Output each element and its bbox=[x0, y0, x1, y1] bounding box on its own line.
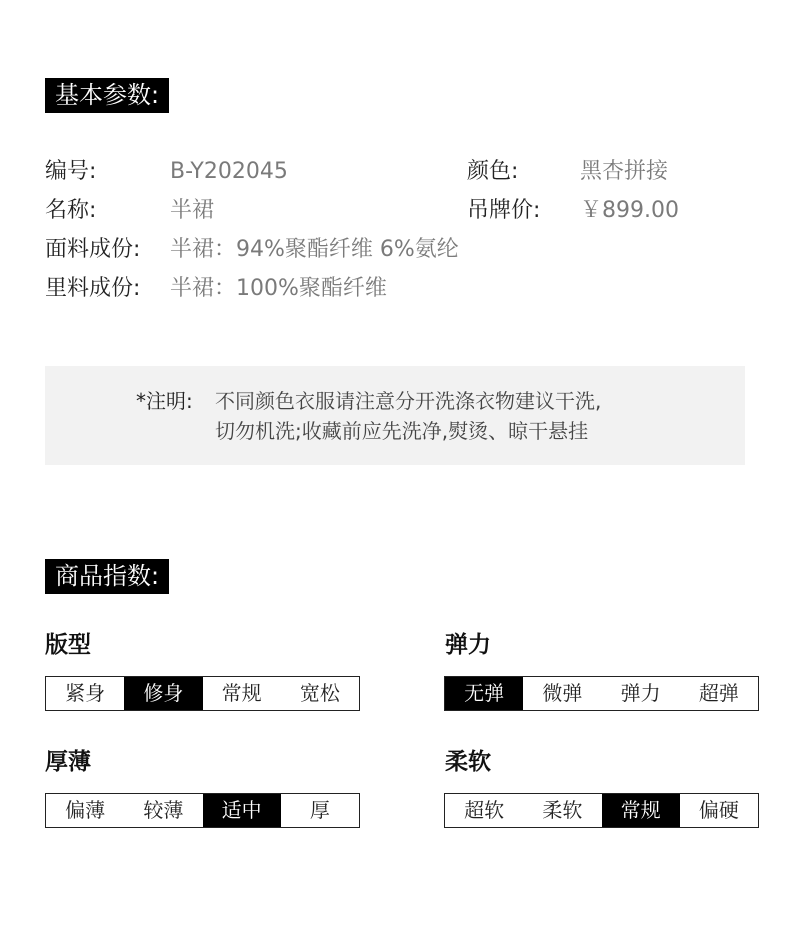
metric-fit-option: 常规 bbox=[221, 681, 262, 705]
metric-thickness-scale bbox=[45, 793, 360, 828]
metric-softness-option: 偏硬 bbox=[698, 798, 739, 822]
spec-value-code: B-Y202045 bbox=[170, 159, 288, 184]
metric-fit-scale bbox=[45, 676, 360, 711]
spec-label-fabric: 面料成份: bbox=[45, 237, 141, 262]
spec-label: 编号: bbox=[45, 159, 97, 184]
metric-fit-title: 版型 bbox=[45, 632, 91, 658]
metric-elasticity-option: 超弹 bbox=[698, 681, 739, 705]
care-note-line-2: 切勿机洗;收藏前应先洗净,熨烫、晾干悬挂 bbox=[215, 419, 589, 443]
metric-elasticity-option-selected: 无弹 bbox=[445, 677, 523, 710]
metric-fit-option: 紧身 bbox=[65, 681, 106, 705]
metric-fit-option-selected: 修身 bbox=[124, 677, 202, 710]
spec-value-price: ￥899.00 bbox=[580, 198, 679, 223]
basic-params-title: 基本参数: bbox=[45, 78, 169, 113]
spec-value-color: 黑杏拼接 bbox=[580, 159, 669, 184]
metric-elasticity-option: 弹力 bbox=[620, 681, 661, 705]
metric-softness-scale bbox=[444, 793, 759, 828]
spec-row-code bbox=[45, 158, 96, 186]
spec-label-lining: 里料成份: bbox=[45, 276, 141, 301]
metric-softness-title: 柔软 bbox=[445, 749, 491, 775]
spec-value-fabric: 半裙：94%聚酯纤维 6%氨纶 bbox=[170, 237, 459, 262]
metric-softness-option: 柔软 bbox=[542, 798, 583, 822]
care-note-line-1: 不同颜色衣服请注意分开洗涤衣物建议干洗, bbox=[215, 389, 602, 413]
metric-elasticity-scale bbox=[444, 676, 759, 711]
spec-value-lining: 半裙：100%聚酯纤维 bbox=[170, 276, 387, 301]
product-index-title: 商品指数: bbox=[45, 559, 169, 594]
metric-thickness-option-selected: 适中 bbox=[203, 794, 281, 827]
care-note-label: *注明: bbox=[136, 389, 193, 413]
metric-elasticity-option: 微弹 bbox=[542, 681, 583, 705]
metric-softness-option: 超软 bbox=[464, 798, 505, 822]
metric-softness-option-selected: 常规 bbox=[602, 794, 680, 827]
metric-elasticity-title: 弹力 bbox=[445, 632, 491, 658]
spec-label-name: 名称: bbox=[45, 198, 97, 223]
metric-thickness-option: 较薄 bbox=[143, 798, 184, 822]
spec-value-name: 半裙 bbox=[170, 198, 215, 223]
metric-fit-option: 宽松 bbox=[299, 681, 340, 705]
metric-thickness-option: 偏薄 bbox=[65, 798, 106, 822]
spec-label-color: 颜色: bbox=[467, 159, 519, 184]
spec-label-price: 吊牌价: bbox=[467, 198, 541, 223]
metric-thickness-title: 厚薄 bbox=[45, 749, 91, 775]
metric-thickness-option: 厚 bbox=[309, 798, 330, 822]
